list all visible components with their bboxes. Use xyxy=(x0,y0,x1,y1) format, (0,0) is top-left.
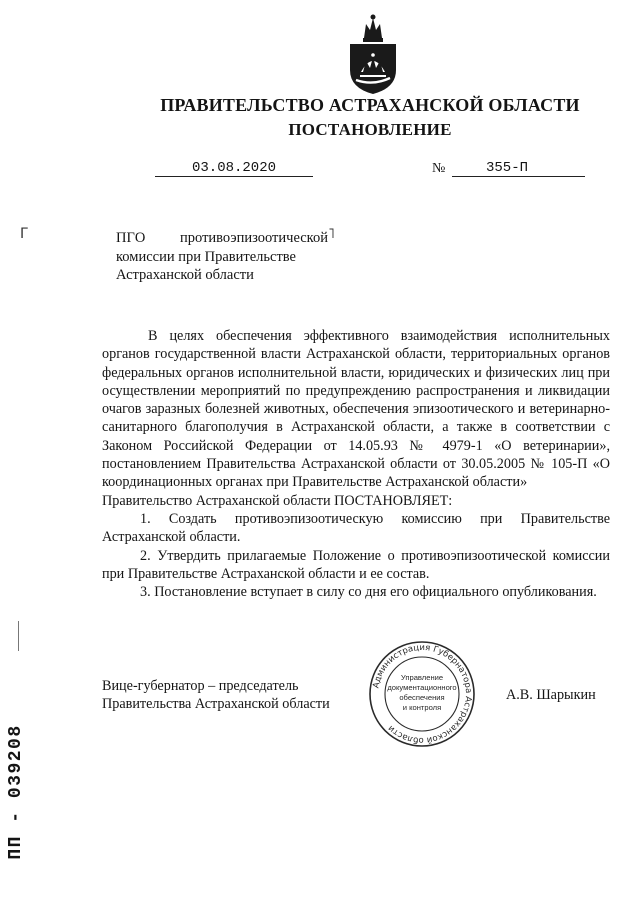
document-number: 355-П xyxy=(485,160,528,176)
subject-line-3: Астраханской области xyxy=(116,267,254,283)
registration-code xyxy=(2,712,30,872)
corner-mark-right: ˥ xyxy=(328,226,335,242)
margin-mark xyxy=(18,621,19,651)
date-underline xyxy=(155,176,313,177)
document-body xyxy=(102,327,610,601)
position-line-2: Правительства Астраханской области xyxy=(102,696,330,713)
document-type: ПОСТАНОВЛЕНИЕ xyxy=(288,120,452,139)
registration-code-text: ПП - 039208 xyxy=(6,724,26,860)
resolution-item-2: 2. Утвердить прилагаемые Положение о противоэпизоотической комиссии при Правительстве Астраханской области и ее состав. xyxy=(102,547,610,582)
svg-text:и контроля: и контроля xyxy=(402,703,442,712)
number-underline xyxy=(452,176,585,177)
number-sign: № xyxy=(432,161,446,176)
svg-text:Администрация Губернатора Астр: Администрация Губернатора Астраханской области xyxy=(371,642,474,746)
subject-word: противоэпизоотической xyxy=(180,230,328,246)
resolution-item-3: 3. Постановление вступает в силу со дня его официального опубликования. xyxy=(140,584,597,601)
signatory-position xyxy=(102,677,330,714)
signatory-name: А.В. Шарыкин xyxy=(506,687,596,703)
subject-prefix: ΠΓΟ xyxy=(116,230,146,246)
coat-of-arms-emblem xyxy=(346,12,400,96)
official-stamp xyxy=(368,640,476,748)
position-line-1: Вице-губернатор – председатель xyxy=(102,678,299,694)
corner-mark-left: Г xyxy=(20,226,29,242)
resolution-item-1: 1. Создать противоэпизоотическую комиссию при Правительстве Астраханской области. xyxy=(102,510,610,546)
organization-title: ПРАВИТЕЛЬСТВО АСТРАХАНСКОЙ ОБЛАСТИ xyxy=(160,95,580,115)
resolves-line: Правительство Астраханской области ПОСТАНОВЛЯЕТ: xyxy=(102,492,453,509)
document-date: 03.08.2020 xyxy=(191,160,276,176)
svg-text:Управление: Управление xyxy=(400,673,444,682)
svg-text:документационного: документационного xyxy=(387,683,457,692)
svg-text:обеспечения: обеспечения xyxy=(399,693,445,702)
document-subject xyxy=(116,229,328,285)
subject-line-2: комиссии при Правительстве xyxy=(116,248,296,265)
preamble-paragraph: В целях обеспечения эффективного взаимодействия исполнительных органов государственной власти Астраханской области, территориальных органов федеральных органов исполнительной власти, юридических и физических лиц при осуществлении мероприятий по предупреждению распространения и ликвидации очагов заразных болезней животных, обеспечения эпизоотического и ветеринарно-санитарного благополучия в Астраханской области, а также в соответствии с Законом Российской Федерации от 14.05.93 № 4979-1 «О ветеринарии», постановлением Правительства Астраханской области от 30.05.2005 № 105-П «О координационных органах при Правительстве Астраханской области» xyxy=(102,328,610,491)
subject-line-1 xyxy=(116,229,328,248)
